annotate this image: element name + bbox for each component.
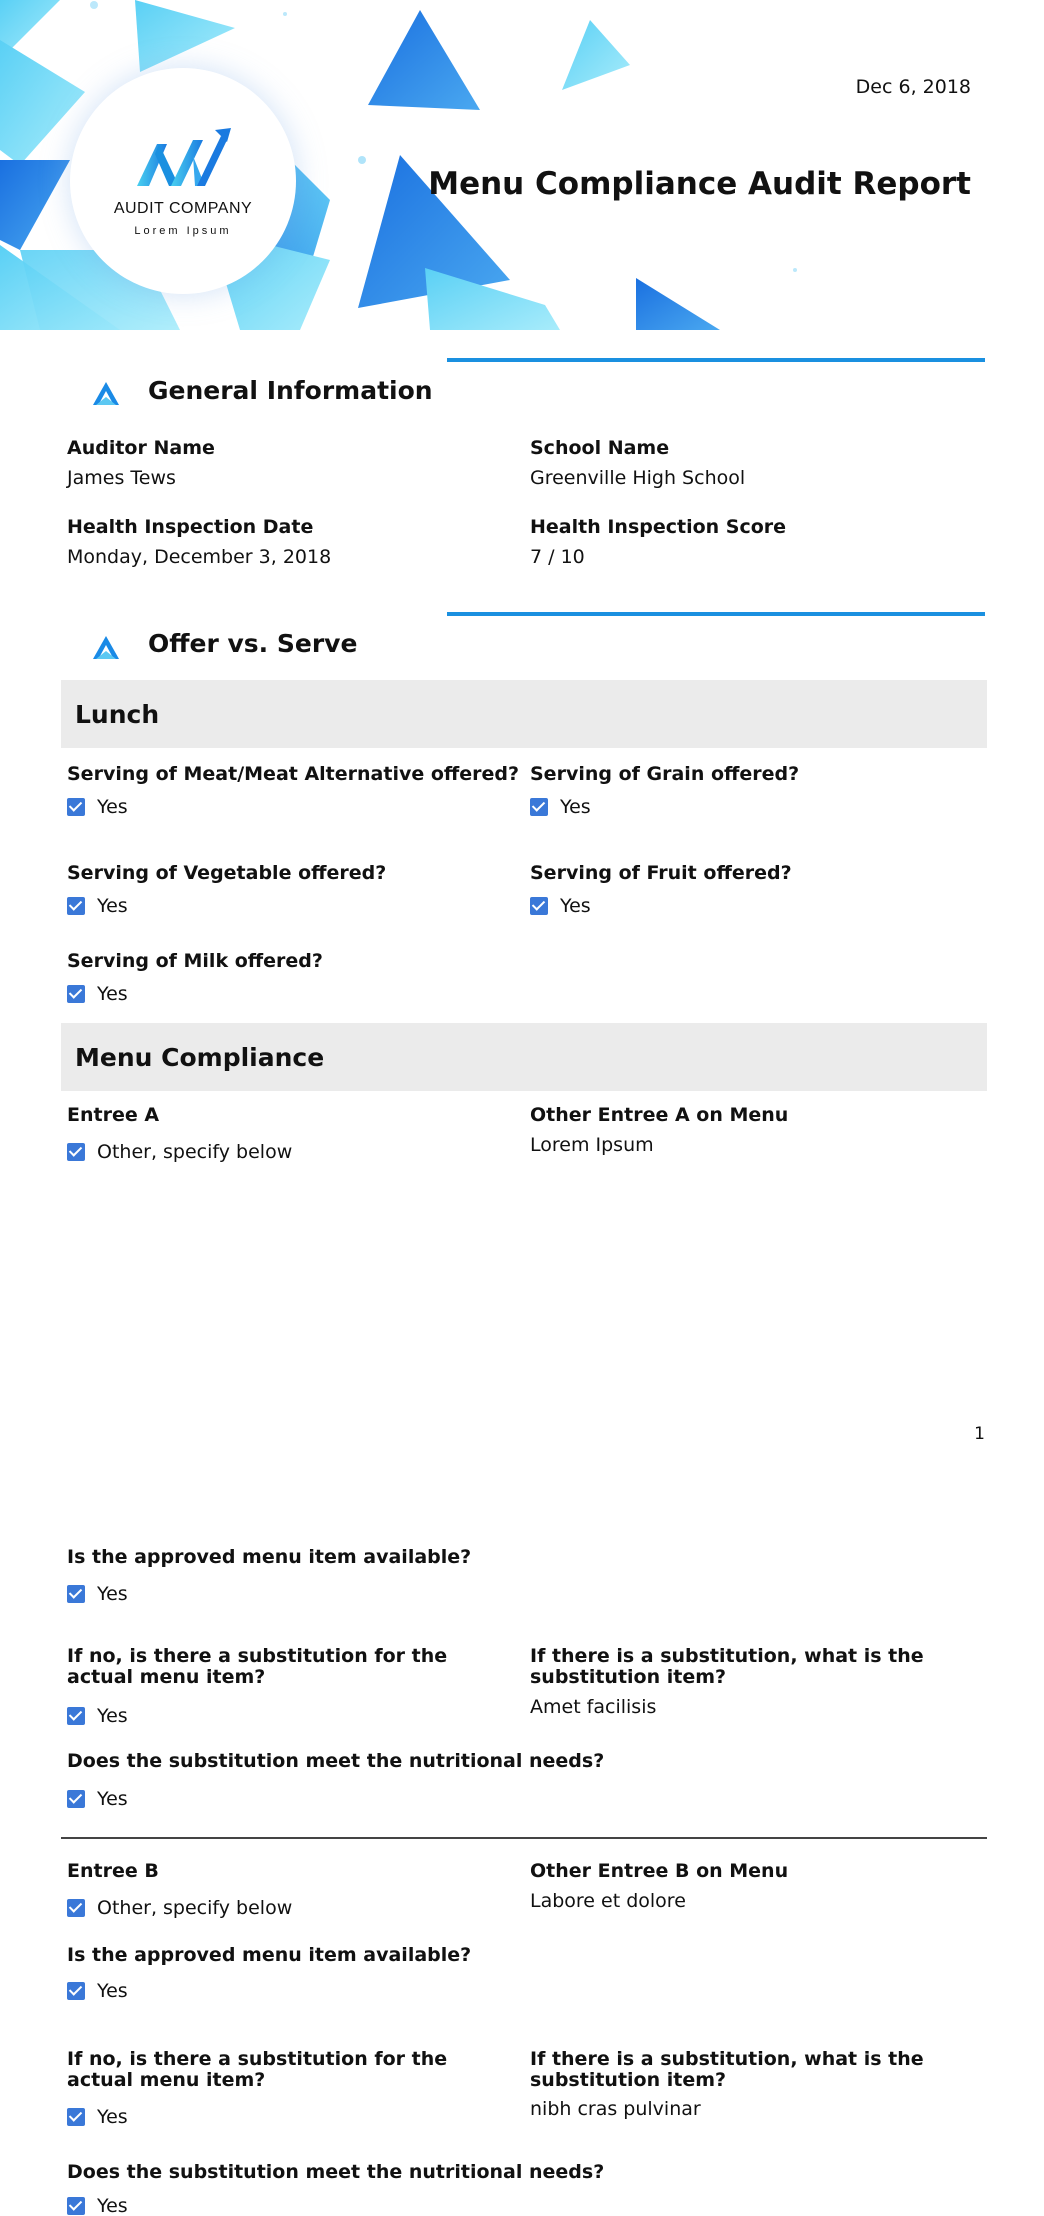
grain-offered-label: Serving of Grain offered? <box>530 763 800 785</box>
b-substitution-item-value: nibh cras pulvinar <box>530 2098 701 2120</box>
other-entree-a-label: Other Entree A on Menu <box>530 1104 789 1126</box>
checkbox-label: Yes <box>560 895 591 917</box>
b-substitution-checkbox[interactable] <box>67 2106 128 2128</box>
checkbox-checked-icon <box>67 1982 85 2000</box>
checkbox-checked-icon <box>67 2197 85 2215</box>
vegetable-offered-label: Serving of Vegetable offered? <box>67 862 387 884</box>
checkbox-label: Yes <box>560 796 591 818</box>
header-banner <box>0 0 1044 330</box>
logo-tagline: Lorem Ipsum <box>134 225 232 237</box>
grain-offered-checkbox[interactable] <box>530 796 591 818</box>
checkbox-label: Yes <box>97 1788 128 1810</box>
a-substitution-label: If no, is there a substitution for the actual menu item? <box>67 1645 448 1688</box>
checkbox-checked-icon <box>67 1585 85 1603</box>
checkbox-checked-icon <box>67 1143 85 1161</box>
checkbox-label: Yes <box>97 2106 128 2128</box>
checkbox-checked-icon <box>67 1707 85 1725</box>
meat-offered-label: Serving of Meat/Meat Alternative offered? <box>67 763 520 785</box>
other-entree-b-label: Other Entree B on Menu <box>530 1860 789 1882</box>
section-title-offer-vs-serve: Offer vs. Serve <box>148 629 358 658</box>
page-number: 1 <box>974 1424 985 1444</box>
company-logo <box>70 68 296 294</box>
subsection-title: Lunch <box>75 700 160 729</box>
a-substitution-item-value: Amet facilisis <box>530 1696 657 1718</box>
a-substitution-item-label: If there is a substitution, what is the substitution item? <box>530 1645 924 1688</box>
a-nutritional-needs-checkbox[interactable] <box>67 1788 128 1810</box>
b-substitution-item-label: If there is a substitution, what is the substitution item? <box>530 2048 924 2091</box>
checkbox-checked-icon <box>67 985 85 1003</box>
checkbox-label: Other, specify below <box>97 1897 293 1919</box>
other-entree-b-value: Labore et dolore <box>530 1890 686 1912</box>
checkbox-label: Yes <box>97 2195 128 2216</box>
entree-b-label: Entree B <box>67 1860 159 1882</box>
section-divider-line <box>447 358 985 362</box>
a-menu-item-available-checkbox[interactable] <box>67 1583 128 1605</box>
milk-offered-label: Serving of Milk offered? <box>67 950 323 972</box>
a-substitution-checkbox[interactable] <box>67 1705 128 1727</box>
entree-divider <box>61 1837 987 1839</box>
b-menu-item-available-label: Is the approved menu item available? <box>67 1944 472 1966</box>
checkbox-checked-icon <box>67 1899 85 1917</box>
fruit-offered-label: Serving of Fruit offered? <box>530 862 792 884</box>
b-menu-item-available-checkbox[interactable] <box>67 1980 128 2002</box>
checkbox-checked-icon <box>530 897 548 915</box>
checkbox-label: Yes <box>97 1705 128 1727</box>
section-title-general: General Information <box>148 376 433 405</box>
report-title: Menu Compliance Audit Report <box>428 166 971 202</box>
milk-offered-checkbox[interactable] <box>67 983 128 1005</box>
b-nutritional-needs-label: Does the substitution meet the nutritional needs? <box>67 2161 605 2183</box>
entree-a-label: Entree A <box>67 1104 160 1126</box>
auditor-name-label: Auditor Name <box>67 437 215 459</box>
b-substitution-label: If no, is there a substitution for the actual menu item? <box>67 2048 448 2091</box>
auditor-name-value: James Tews <box>67 467 176 489</box>
section-triangle-icon <box>92 381 120 407</box>
checkbox-checked-icon <box>530 798 548 816</box>
checkbox-label: Yes <box>97 895 128 917</box>
other-entree-a-value: Lorem Ipsum <box>530 1134 654 1156</box>
school-name-value: Greenville High School <box>530 467 746 489</box>
inspection-score-value: 7 / 10 <box>530 546 585 568</box>
logo-company-name: AUDIT COMPANY <box>113 200 253 217</box>
inspection-score-label: Health Inspection Score <box>530 516 787 538</box>
section-divider-line <box>447 612 985 616</box>
checkbox-label: Yes <box>97 1583 128 1605</box>
checkbox-label: Yes <box>97 796 128 818</box>
subsection-header-menu-compliance <box>61 1023 987 1091</box>
fruit-offered-checkbox[interactable] <box>530 895 591 917</box>
entree-b-checkbox[interactable] <box>67 1897 292 1919</box>
subsection-title: Menu Compliance <box>75 1043 325 1072</box>
meat-offered-checkbox[interactable] <box>67 796 128 818</box>
checkbox-label: Yes <box>97 1980 128 2002</box>
section-triangle-icon <box>92 635 120 661</box>
inspection-date-value: Monday, December 3, 2018 <box>67 546 332 568</box>
audit-company-logo-icon <box>135 126 231 188</box>
checkbox-label: Yes <box>97 983 128 1005</box>
entree-a-checkbox[interactable] <box>67 1141 292 1163</box>
vegetable-offered-checkbox[interactable] <box>67 895 128 917</box>
subsection-header-lunch <box>61 680 987 748</box>
checkbox-checked-icon <box>67 897 85 915</box>
a-nutritional-needs-label: Does the substitution meet the nutritional needs? <box>67 1750 605 1772</box>
checkbox-checked-icon <box>67 1790 85 1808</box>
checkbox-checked-icon <box>67 2108 85 2126</box>
b-nutritional-needs-checkbox[interactable] <box>67 2195 128 2216</box>
checkbox-checked-icon <box>67 798 85 816</box>
inspection-date-label: Health Inspection Date <box>67 516 314 538</box>
checkbox-label: Other, specify below <box>97 1141 293 1163</box>
school-name-label: School Name <box>530 437 670 459</box>
report-date: Dec 6, 2018 <box>855 76 971 98</box>
a-menu-item-available-label: Is the approved menu item available? <box>67 1546 472 1568</box>
